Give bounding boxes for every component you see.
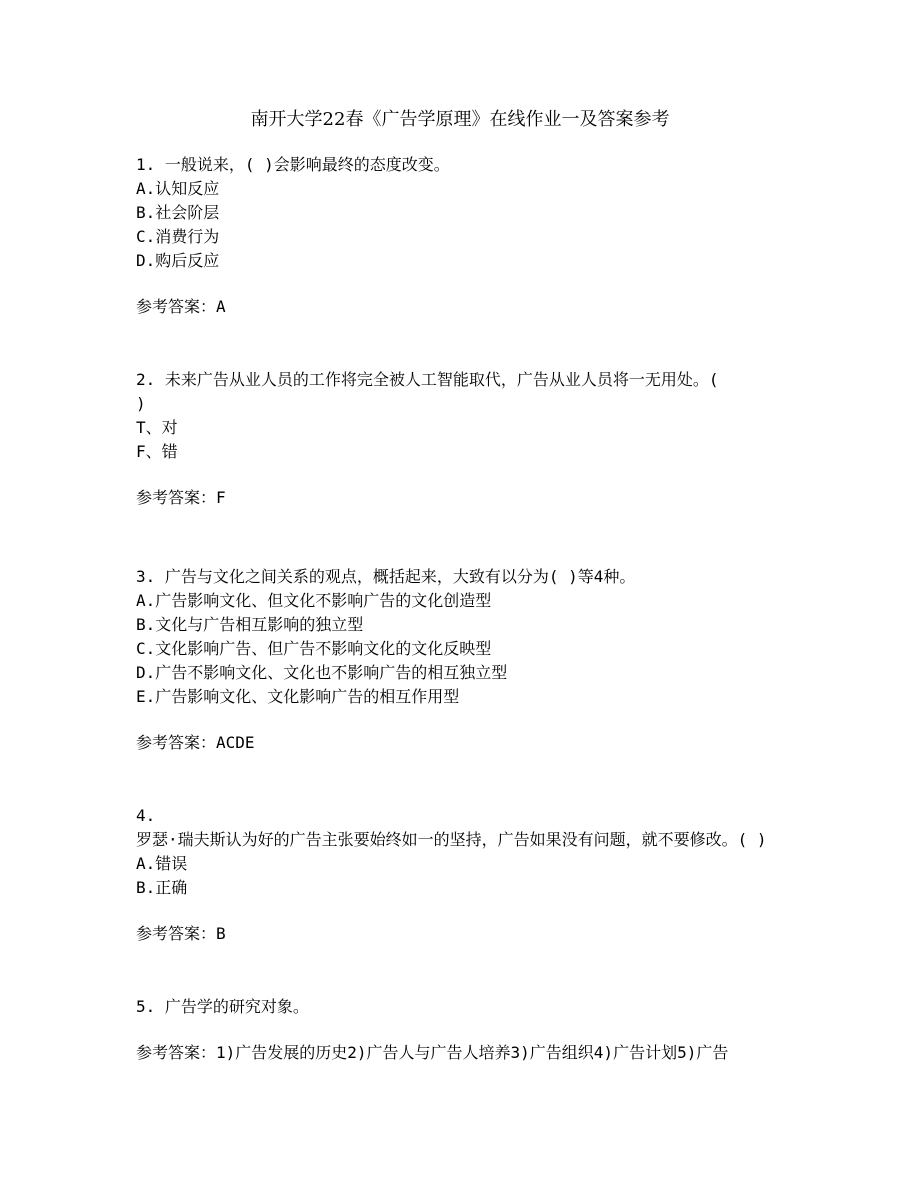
- reference-answer: 参考答案：A: [136, 297, 226, 316]
- option: A.认知反应: [136, 179, 220, 198]
- option: C.文化影响广告、但广告不影响文化的文化反映型: [136, 639, 492, 658]
- reference-answer: 参考答案：1)广告发展的历史2)广告人与广告人培养3)广告组织4)广告计划5)广告: [136, 1043, 729, 1062]
- question-list: [136, 153, 796, 1065]
- reference-answer: 参考答案：F: [136, 488, 226, 507]
- option: D.购后反应: [136, 251, 220, 270]
- option: B.社会阶层: [136, 203, 220, 222]
- reference-answer: 参考答案：ACDE: [136, 733, 255, 752]
- option: B.文化与广告相互影响的独立型: [136, 615, 364, 634]
- reference-answer: 参考答案：B: [136, 924, 226, 943]
- question-5: [136, 995, 796, 1065]
- option: B.正确: [136, 878, 188, 897]
- option: D.广告不影响文化、文化也不影响广告的相互独立型: [136, 663, 508, 682]
- option: T、对: [136, 418, 178, 437]
- question-stem: 1. 一般说来，( )会影响最终的态度改变。: [136, 155, 450, 174]
- option: C.消费行为: [136, 227, 220, 246]
- question-3: [136, 565, 796, 755]
- option: A.错误: [136, 854, 188, 873]
- question-stem: 3. 广告与文化之间关系的观点，概括起来，大致有以分为( )等4种。: [136, 567, 636, 586]
- question-stem: 5. 广告学的研究对象。: [136, 997, 309, 1016]
- question-1: [136, 153, 796, 319]
- option: F、错: [136, 442, 178, 461]
- question-2: [136, 368, 796, 510]
- question-stem: 2. 未来广告从业人员的工作将完全被人工智能取代，广告从业人员将一无用处。( ): [136, 370, 719, 413]
- document-title: 南开大学22春《广告学原理》在线作业一及答案参考: [250, 109, 670, 130]
- option: E.广告影响文化、文化影响广告的相互作用型: [136, 687, 460, 706]
- option: A.广告影响文化、但文化不影响广告的文化创造型: [136, 591, 492, 610]
- question-stem: 4. 罗瑟·瑞夫斯认为好的广告主张要始终如一的坚持，广告如果没有问题，就不要修改。( ): [136, 806, 767, 849]
- question-4: [136, 804, 796, 946]
